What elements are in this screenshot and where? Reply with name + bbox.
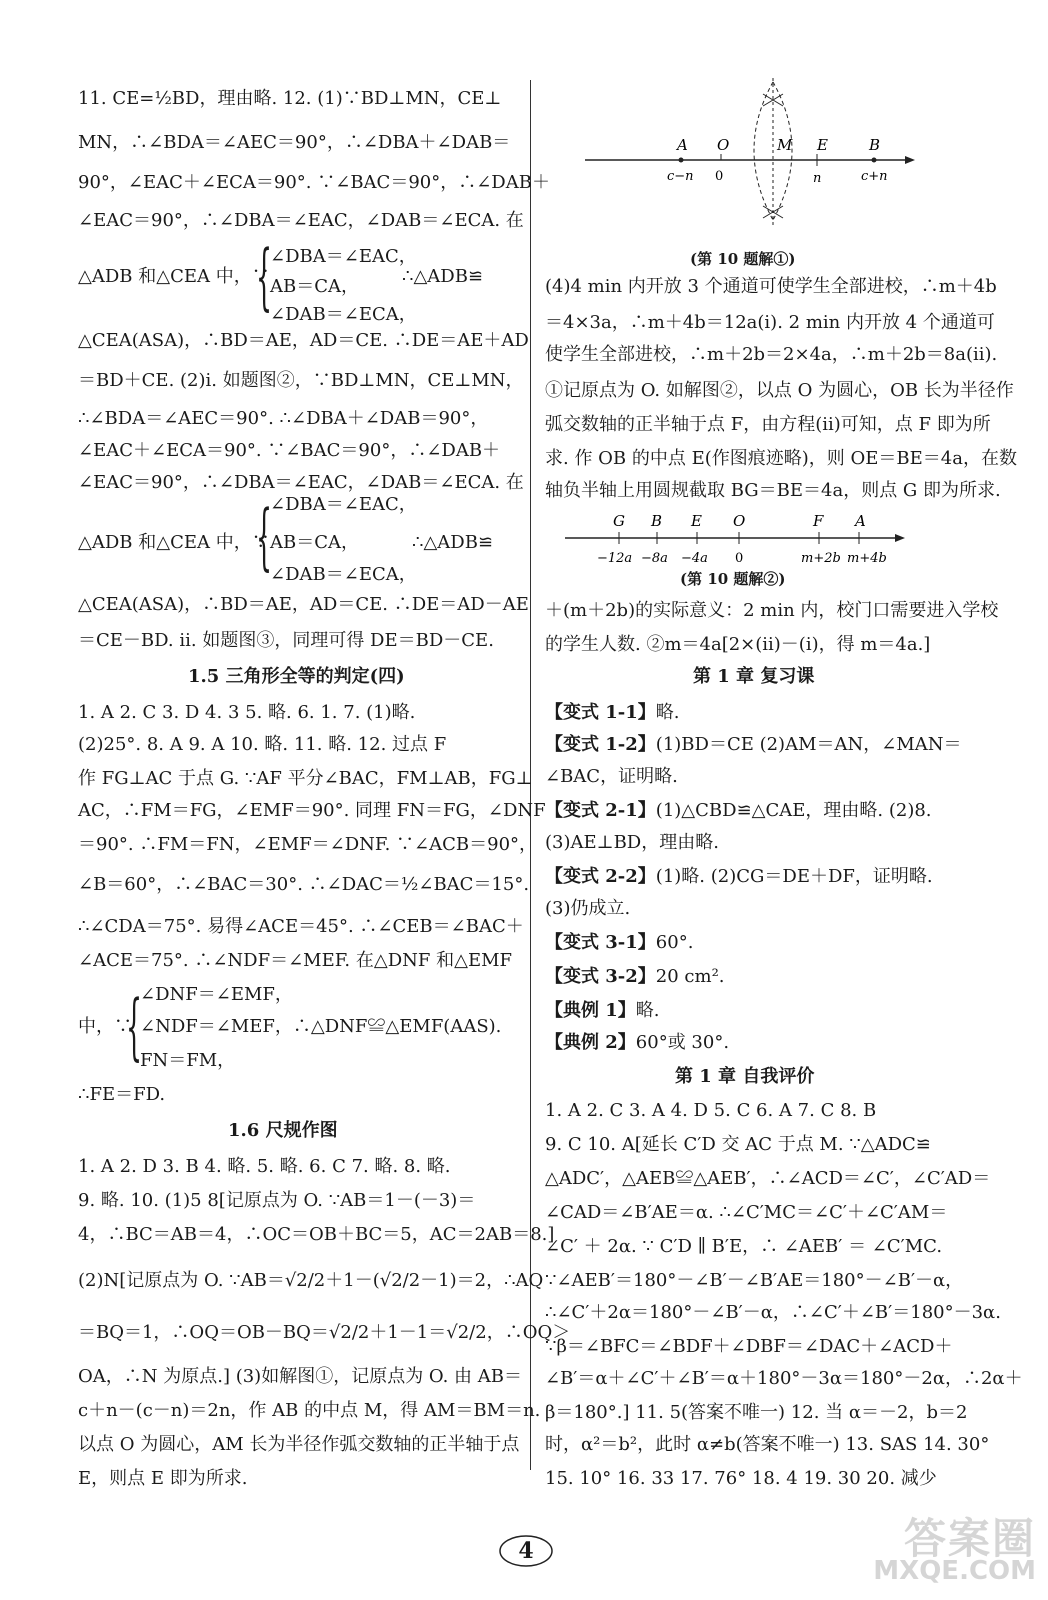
- point-label: O: [717, 136, 730, 154]
- value-label: c−n: [667, 169, 694, 184]
- point-label: E: [691, 512, 702, 530]
- figure-caption: (第 10 题解①): [690, 250, 796, 268]
- text-line: ∴△ADB≌: [412, 532, 494, 553]
- text-line: ①记原点为 O. 如解图②，以点 O 为圆心，OB 长为半径作: [545, 380, 1014, 401]
- review-item: 【变式 2-2】(1)略. (2)CG＝DE＋DF，证明略.: [545, 866, 933, 887]
- brace: {: [256, 494, 273, 578]
- text-line: 1. A 2. C 3. D 4. 3 5. 略. 6. 1. 7. (1)略.: [78, 702, 416, 723]
- section-heading: 1.6 尺规作图: [228, 1120, 338, 1141]
- text-line: ＝CE－BD. ii. 如题图③，同理可得 DE＝BD－CE.: [78, 630, 494, 651]
- text-line: ＋(m＋2b)的实际意义：2 min 内，校门口需要进入学校: [545, 600, 999, 621]
- figure-caption: (第 10 题解②): [680, 570, 786, 588]
- text-line: ＝4×3a，∴m＋4b＝12a(ⅰ). 2 min 内开放 4 个通道可: [545, 312, 995, 333]
- text-line: 90°，∠EAC＋∠ECA＝90°. ∵∠BAC＝90°，∴∠DAB＋: [78, 172, 550, 193]
- review-item: 【典例 1】略.: [545, 1000, 660, 1021]
- watermark: [873, 1506, 1036, 1592]
- watermark-text: 答案圈: [903, 1514, 1036, 1563]
- text-line: ∴∠BDA＝∠AEC＝90°. ∴∠DBA＋∠DAB＝90°，: [78, 408, 489, 429]
- text-line: c＋n－(c－n)＝2n，作 AB 的中点 M，得 AM＝BM＝n.: [78, 1400, 541, 1421]
- text-line: 求. 作 OB 的中点 E(作图痕迹略)，则 OE＝BE＝4a，在数: [545, 448, 1017, 469]
- review-item: 【变式 3-1】60°.: [545, 932, 694, 953]
- axis-arrow: [905, 156, 915, 164]
- review-item: 【变式 1-2】(1)BD＝CE (2)AM＝AN，∠MAN＝: [545, 734, 962, 755]
- text-line: ∠NDF＝∠MEF，∴△DNF≌△EMF(AAS).: [140, 1016, 502, 1037]
- text-line: 9. C 10. A[延长 C′D 交 AC 于点 M. ∵△ADC≌: [545, 1134, 931, 1155]
- text-line: ∵β＝∠BFC＝∠BDF＋∠DBF＝∠DAC＋∠ACD＋: [545, 1336, 953, 1357]
- text-line: (2)N[记原点为 O. ∵AB＝√2/2＋1－(√2/2－1)＝2，∴AQ: [78, 1270, 544, 1291]
- value-label: m+4b: [847, 551, 887, 566]
- text-line: ∠EAC＝90°，∴∠DBA＝∠EAC，∠DAB＝∠ECA. 在: [78, 210, 524, 231]
- text-line: △ADB 和△CEA 中，∵: [78, 266, 270, 287]
- text-line: 使学生全部进校，∴m＋2b＝2×4a，∴m＋2b＝8a(ⅱ).: [545, 344, 998, 365]
- text-line: (2)25°. 8. A 9. A 10. 略. 11. 略. 12. 过点 F: [78, 734, 447, 755]
- review-item: 【变式 3-2】20 cm².: [545, 966, 725, 987]
- review-item: ∠BAC，证明略.: [545, 766, 678, 787]
- point-label: G: [613, 512, 625, 530]
- text-line: ∴△ADB≌: [402, 266, 484, 287]
- arc-left: [754, 82, 773, 220]
- text-line: △CEA(ASA)，∴BD＝AE，AD＝CE. ∴DE＝AE＋AD: [78, 330, 529, 351]
- text-line: ∴FE＝FD.: [78, 1084, 166, 1105]
- text-line: 以点 O 为圆心，AM 长为半径作弧交数轴的正半轴于点: [78, 1434, 520, 1455]
- section-heading: 第 1 章 复习课: [693, 666, 815, 687]
- text-line: ∠DAB＝∠ECA，: [270, 564, 417, 585]
- number-line-figure-1: [585, 70, 915, 230]
- value-label: c+n: [861, 169, 888, 184]
- text-line: ∠ACE＝75°. ∴∠NDF＝∠MEF. 在△DNF 和△EMF: [78, 950, 513, 971]
- point-label: F: [813, 512, 824, 530]
- value-label: −8a: [641, 551, 668, 566]
- text-line: FN＝FM，: [140, 1050, 236, 1071]
- text-line: AC，∴FM＝FG，∠EMF＝90°. 同理 FN＝FG，∠DNF: [78, 800, 546, 821]
- text-line: ∠DBA＝∠EAC，: [270, 246, 417, 267]
- text-line: 弧交数轴的正半轴于点 F，由方程(ⅱ)可知，点 F 即为所: [545, 414, 991, 435]
- value-label: 0: [735, 551, 744, 566]
- text-line: 作 FG⊥AC 于点 G. ∵AF 平分∠BAC，FM⊥AB，FG⊥: [78, 768, 533, 789]
- text-line: 时，α²＝b²，此时 α≠b(答案不唯一) 13. SAS 14. 30°: [545, 1434, 990, 1455]
- text-line: △ADB 和△CEA 中，∵: [78, 532, 270, 553]
- review-item: (3)仍成立.: [545, 898, 631, 919]
- point-label: B: [869, 136, 881, 154]
- page-number: [498, 1534, 554, 1568]
- text-line: ∠B＝60°，∴∠BAC＝30°. ∴∠DAC＝½∠BAC＝15°.: [78, 874, 530, 895]
- review-item: 【变式 2-1】(1)△CBD≌△CAE，理由略. (2)8.: [545, 800, 932, 821]
- text-line: OA，∴N 为原点.] (3)如解图①，记原点为 O. 由 AB＝: [78, 1366, 523, 1387]
- value-label: −4a: [681, 551, 708, 566]
- text-line: 9. 略. 10. (1)5 8[记原点为 O. ∵AB＝1－(－3)＝: [78, 1190, 476, 1211]
- text-line: β＝180°.] 11. 5(答案不唯一) 12. 当 α＝－2，b＝2: [545, 1402, 968, 1423]
- brace: {: [126, 984, 143, 1068]
- text-line: 4，∴BC＝AB＝4，∴OC＝OB＋BC＝5，AC＝2AB＝8.]: [78, 1224, 555, 1245]
- text-line: ∠EAC＋∠ECA＝90°. ∵∠BAC＝90°，∴∠DAB＋: [78, 440, 501, 461]
- section-heading: 1.5 三角形全等的判定(四): [188, 666, 405, 687]
- text-line: ＝90°. ∴FM＝FN，∠EMF＝∠DNF. ∵∠ACB＝90°，: [78, 834, 538, 855]
- text-line: ∵∠AEB′＝180°－∠B′－∠B′AE＝180°－∠B′－α，: [545, 1270, 964, 1291]
- text-line: E，则点 E 即为所求.: [78, 1468, 248, 1489]
- text-line: △ADC′，△AEB≌△AEB′，∴∠ACD＝∠C′，∠C′AD＝: [545, 1168, 991, 1189]
- text-line: 中，∵: [78, 1016, 132, 1037]
- text-line: ∠DBA＝∠EAC，: [270, 494, 417, 515]
- text-line: 15. 10° 16. 33 17. 76° 18. 4 19. 30 20. 减少: [545, 1468, 937, 1489]
- text-line: (4)4 min 内开放 3 个通道可使学生全部进校，∴m＋4b: [545, 276, 997, 297]
- review-item: 【典例 2】60°或 30°.: [545, 1032, 730, 1053]
- text-line: 的学生人数. ②m＝4a[2×(ⅱ)－(ⅰ)，得 m＝4a.]: [545, 634, 931, 655]
- text-line: △CEA(ASA)，∴BD＝AE，AD＝CE. ∴DE＝AD－AE: [78, 594, 529, 615]
- text-line: ＝BD＋CE. (2)i. 如题图②，∵BD⊥MN，CE⊥MN，: [78, 370, 524, 391]
- text-line: ∠DAB＝∠ECA，: [270, 304, 417, 325]
- page-number-text: 4: [518, 1538, 534, 1564]
- text-line: 1. A 2. C 3. A 4. D 5. C 6. A 7. C 8. B: [545, 1100, 877, 1121]
- text-line: ∠C′ ＋ 2α. ∵ C′D ∥ B′E，∴ ∠AEB′ ＝ ∠C′MC.: [545, 1236, 943, 1257]
- text-line: AB＝CA，: [270, 532, 359, 553]
- point-label: O: [733, 512, 746, 530]
- section-heading: 第 1 章 自我评价: [675, 1066, 815, 1087]
- point-label: A: [677, 136, 688, 154]
- point-label: E: [817, 136, 828, 154]
- text-line: 1. A 2. D 3. B 4. 略. 5. 略. 6. C 7. 略. 8. 略.: [78, 1156, 451, 1177]
- review-item: (3)AE⊥BD，理由略.: [545, 832, 719, 853]
- brace: {: [256, 234, 273, 318]
- text-line: ∠EAC＝90°，∴∠DBA＝∠EAC，∠DAB＝∠ECA. 在: [78, 472, 524, 493]
- axis-arrow: [895, 534, 905, 542]
- text-line: ∴∠C′＋2α＝180°－∠B′－α，∴∠C′＋∠B′＝180°－3α.: [545, 1302, 1001, 1323]
- watermark-url: MXQE.COM: [873, 1556, 1036, 1586]
- text-line: 轴负半轴上用圆规截取 BG＝BE＝4a，则点 G 即为所求.: [545, 480, 1001, 501]
- text-line: ∴∠CDA＝75°. 易得∠ACE＝45°. ∴∠CEB＝∠BAC＋: [78, 916, 524, 937]
- value-label: −12a: [597, 551, 633, 566]
- text-line: ∠DNF＝∠EMF，: [140, 984, 293, 1005]
- point-label: M: [777, 136, 793, 154]
- point-label: A: [855, 512, 866, 530]
- text-line: MN，∴∠BDA＝∠AEC＝90°，∴∠DBA＋∠DAB＝: [78, 132, 511, 153]
- text-line: ∠CAD＝∠B′AE＝α. ∴∠C′MC＝∠C′＋∠C′AM＝: [545, 1202, 948, 1223]
- point-label: B: [651, 512, 663, 530]
- value-label: m+2b: [801, 551, 841, 566]
- text-line: ∠B′＝α＋∠C′＋∠B′＝α＋180°－3α＝180°－2α，∴2α＋: [545, 1368, 1023, 1389]
- number-line-figure-2: [565, 506, 905, 570]
- value-label: n: [813, 171, 822, 186]
- value-label: 0: [715, 169, 724, 184]
- review-item: 【变式 1-1】略.: [545, 702, 680, 723]
- text-line: 11. CE=½BD，理由略. 12. (1)∵BD⊥MN，CE⊥: [78, 88, 502, 109]
- text-line: AB＝CA，: [270, 276, 359, 297]
- text-line: ＝BQ＝1，∴OQ＝OB－BQ＝√2/2＋1－1＝√2/2，∴OQ＞: [78, 1322, 571, 1343]
